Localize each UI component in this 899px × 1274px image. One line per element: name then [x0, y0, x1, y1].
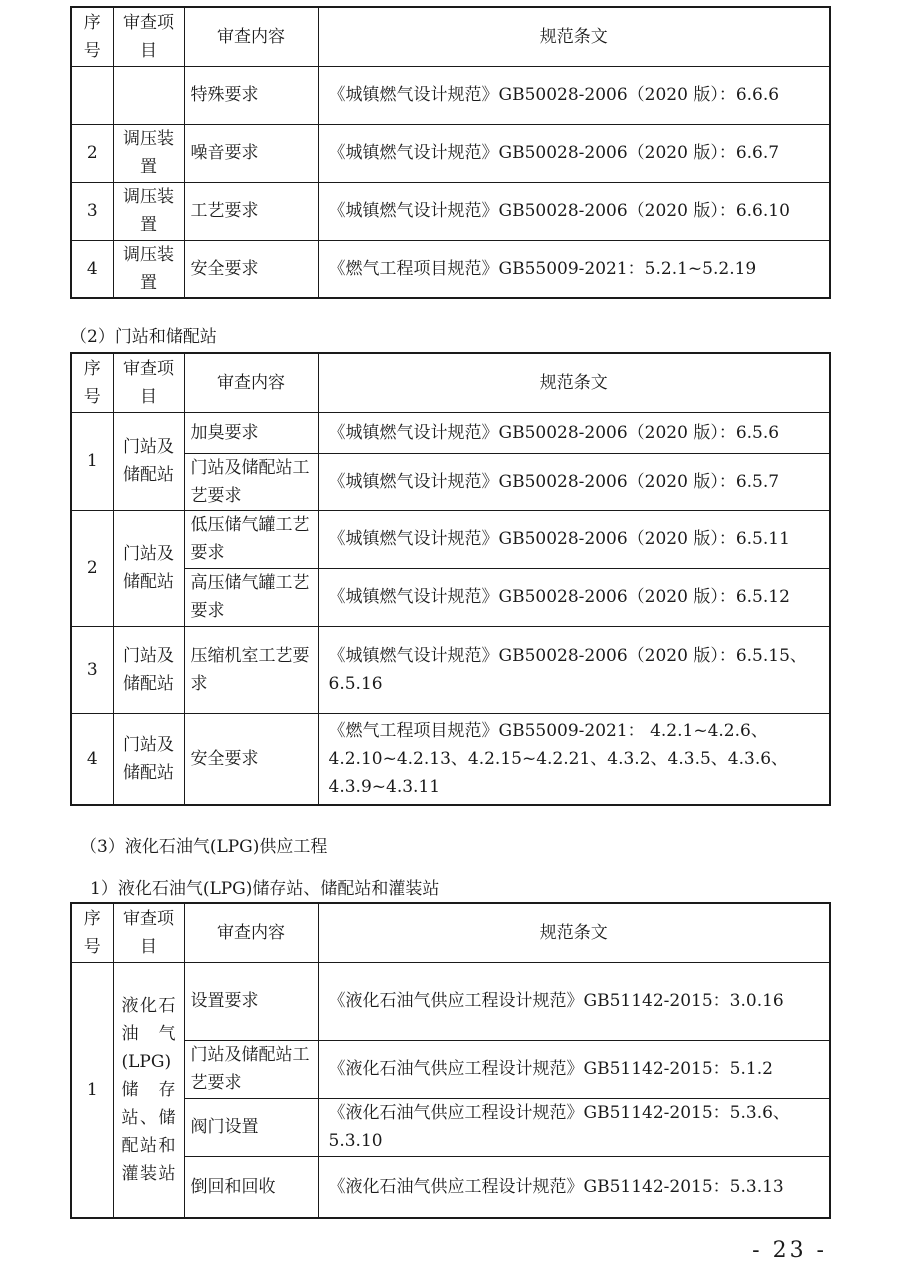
table-row	[71, 412, 830, 453]
row-item: 门站及储配站	[113, 713, 184, 805]
table-row	[71, 124, 830, 182]
row-content: 安全要求	[184, 240, 318, 298]
row-content: 噪音要求	[184, 124, 318, 182]
row-item: 调压装置	[113, 240, 184, 298]
section-caption-lpg-stations: 1）液化石油气(LPG)储存站、储配站和灌装站	[90, 879, 440, 899]
row-no: 1	[71, 412, 113, 510]
header-item: 审查项目	[113, 353, 184, 412]
row-content: 设置要求	[184, 962, 318, 1040]
table-gate-station	[70, 352, 831, 806]
row-spec: 《燃气工程项目规范》GB55009-2021：5.2.1~5.2.19	[318, 240, 830, 298]
row-content: 安全要求	[184, 713, 318, 805]
row-content: 高压储气罐工艺要求	[184, 568, 318, 626]
table-header-row	[71, 7, 830, 66]
table-row	[71, 1098, 830, 1156]
table-lpg-stations	[70, 902, 831, 1219]
row-item: 门站及储配站	[113, 626, 184, 713]
row-spec: 《城镇燃气设计规范》GB50028-2006（2020 版）：6.6.6	[318, 66, 830, 124]
row-item: 门站及储配站	[113, 510, 184, 626]
row-content: 倒回和回收	[184, 1156, 318, 1218]
header-no: 序号	[71, 353, 113, 412]
row-item: 调压装置	[113, 124, 184, 182]
header-item: 审查项目	[113, 7, 184, 66]
row-spec: 《液化石油气供应工程设计规范》GB51142-2015：3.0.16	[318, 962, 830, 1040]
table-row	[71, 568, 830, 626]
table-row	[71, 1156, 830, 1218]
header-spec: 规范条文	[318, 903, 830, 962]
row-spec: 《液化石油气供应工程设计规范》GB51142-2015：5.3.13	[318, 1156, 830, 1218]
row-content: 阀门设置	[184, 1098, 318, 1156]
row-spec: 《城镇燃气设计规范》GB50028-2006（2020 版）：6.5.11	[318, 510, 830, 568]
row-item: 门站及储配站	[113, 412, 184, 510]
row-no: 4	[71, 713, 113, 805]
row-spec: 《城镇燃气设计规范》GB50028-2006（2020 版）：6.6.10	[318, 182, 830, 240]
row-content: 门站及储配站工艺要求	[184, 1040, 318, 1098]
row-spec: 《液化石油气供应工程设计规范》GB51142-2015：5.3.6、5.3.10	[318, 1098, 830, 1156]
table-row	[71, 453, 830, 510]
row-content: 特殊要求	[184, 66, 318, 124]
row-spec: 《城镇燃气设计规范》GB50028-2006（2020 版）：6.5.7	[318, 453, 830, 510]
header-spec: 规范条文	[318, 353, 830, 412]
row-item: 调压装置	[113, 182, 184, 240]
table-pressure-regulator	[70, 6, 831, 299]
header-content: 审查内容	[184, 7, 318, 66]
row-item	[113, 66, 184, 124]
row-spec: 《城镇燃气设计规范》GB50028-2006（2020 版）：6.6.7	[318, 124, 830, 182]
header-no: 序号	[71, 7, 113, 66]
row-content: 加臭要求	[184, 412, 318, 453]
row-content: 工艺要求	[184, 182, 318, 240]
table-row	[71, 66, 830, 124]
row-no: 1	[71, 962, 113, 1218]
table-row	[71, 1040, 830, 1098]
header-content: 审查内容	[184, 903, 318, 962]
row-no: 3	[71, 182, 113, 240]
table-row	[71, 182, 830, 240]
row-no: 4	[71, 240, 113, 298]
row-no: 2	[71, 124, 113, 182]
table-row	[71, 510, 830, 568]
row-content: 低压储气罐工艺要求	[184, 510, 318, 568]
table-row	[71, 240, 830, 298]
table-row	[71, 713, 830, 805]
header-spec: 规范条文	[318, 7, 830, 66]
row-spec: 《液化石油气供应工程设计规范》GB51142-2015：5.1.2	[318, 1040, 830, 1098]
section-caption-lpg: （3）液化石油气(LPG)供应工程	[80, 837, 328, 857]
table-row	[71, 962, 830, 1040]
row-content: 门站及储配站工艺要求	[184, 453, 318, 510]
row-spec: 《城镇燃气设计规范》GB50028-2006（2020 版）：6.5.12	[318, 568, 830, 626]
row-spec: 《燃气工程项目规范》GB55009-2021： 4.2.1~4.2.6、4.2.10~4.2.13、4.2.15~4.2.21、4.3.2、4.3.5、4.3.6、4.3.9~4.3.11	[318, 713, 830, 805]
row-no: 2	[71, 510, 113, 626]
page-number: - 23 -	[752, 1238, 827, 1263]
row-no: 3	[71, 626, 113, 713]
header-content: 审查内容	[184, 353, 318, 412]
row-content: 压缩机室工艺要求	[184, 626, 318, 713]
section-caption-gate-station: （2）门站和储配站	[70, 327, 217, 347]
table-header-row	[71, 353, 830, 412]
table-row	[71, 626, 830, 713]
row-spec: 《城镇燃气设计规范》GB50028-2006（2020 版）：6.5.15、6.5.16	[318, 626, 830, 713]
row-spec: 《城镇燃气设计规范》GB50028-2006（2020 版）：6.5.6	[318, 412, 830, 453]
row-item: 液化石油气(LPG)储存站、储配站和灌装站	[113, 962, 184, 1218]
table-header-row	[71, 903, 830, 962]
header-item: 审查项目	[113, 903, 184, 962]
header-no: 序号	[71, 903, 113, 962]
row-no	[71, 66, 113, 124]
